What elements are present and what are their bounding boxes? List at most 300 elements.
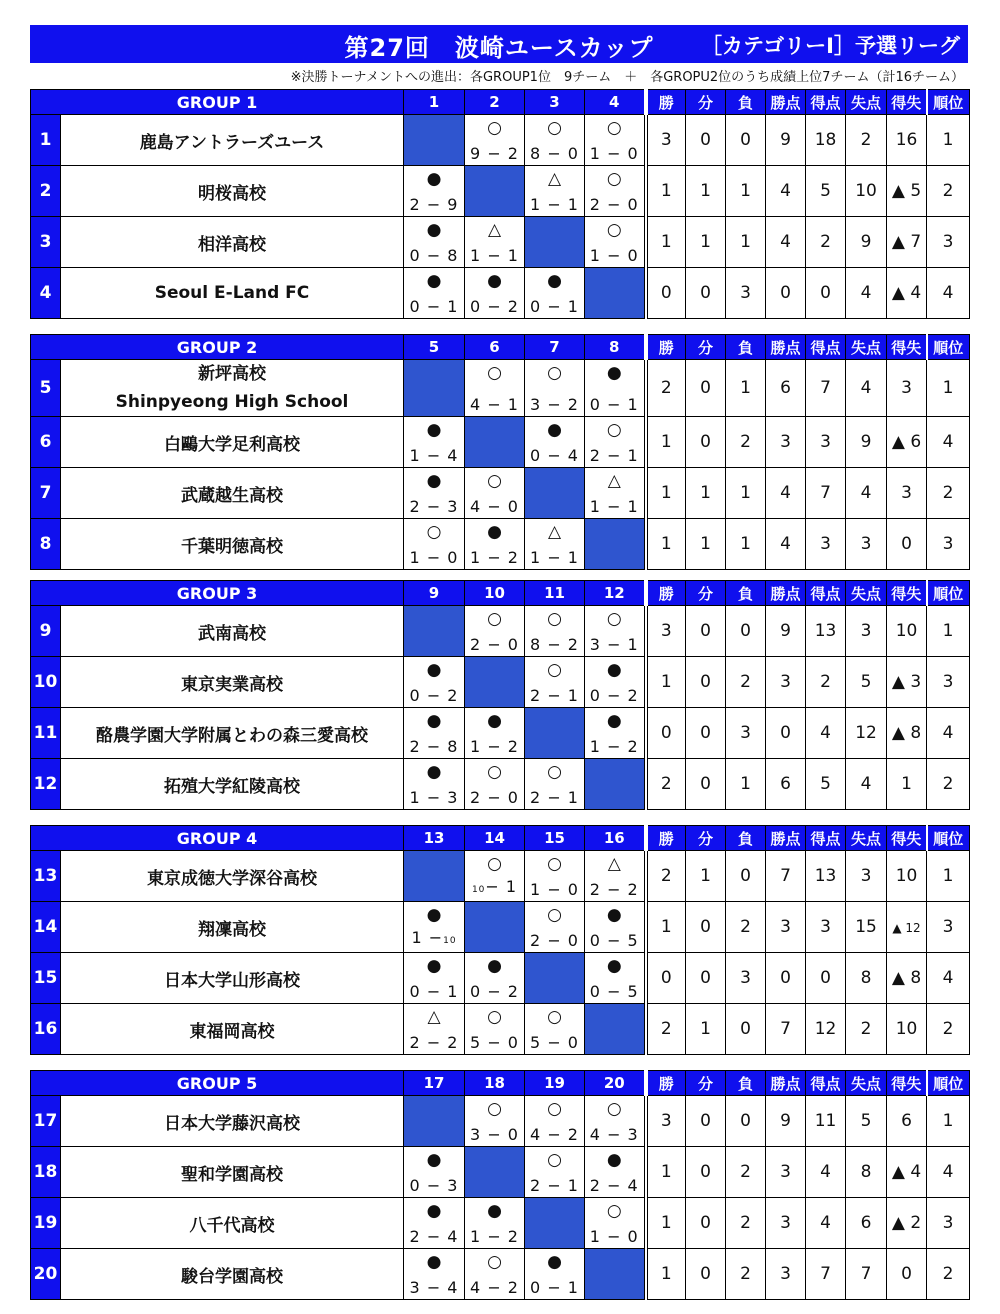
- opponent-number: 7: [525, 335, 585, 360]
- match-score: 1 − 0: [530, 880, 579, 899]
- group-header-row: [31, 335, 970, 360]
- result-mark: ○: [426, 522, 442, 542]
- group-name: GROUP 1: [31, 90, 404, 115]
- stat-d: 0: [686, 360, 726, 417]
- match-score: 2 − 4: [589, 1176, 639, 1195]
- stat-d: 0: [686, 606, 726, 657]
- team-number: 3: [31, 217, 61, 268]
- stat-d: 0: [686, 759, 726, 810]
- match-result: [404, 268, 465, 319]
- stat-w: 2: [646, 851, 686, 902]
- opponent-number: 8: [585, 335, 646, 360]
- self-match-cell: [404, 115, 465, 166]
- opponent-number: 19: [525, 1071, 585, 1096]
- match-score: 0 − 2: [470, 297, 519, 316]
- stat-header-draw: 分: [686, 581, 726, 606]
- team-name: 拓殖大学紅陵高校: [61, 759, 404, 810]
- stat-ga: 9: [846, 217, 887, 268]
- result-mark: ○: [487, 471, 502, 491]
- team-name: 東京成徳大学深谷高校: [61, 851, 404, 902]
- team-row: [31, 708, 970, 759]
- match-result: [585, 1096, 646, 1147]
- stat-ga: 9: [846, 417, 887, 468]
- team-name: 千葉明徳高校: [61, 519, 404, 570]
- stat-rank: 4: [927, 417, 970, 468]
- opponent-number: 12: [585, 581, 646, 606]
- opponent-number: 3: [525, 90, 585, 115]
- result-mark: ○: [547, 1150, 562, 1170]
- stat-w: 1: [646, 1198, 686, 1249]
- stat-w: 1: [646, 1249, 686, 1300]
- opponent-number: 2: [465, 90, 525, 115]
- result-mark: ○: [547, 363, 562, 383]
- stat-rank: 1: [927, 1096, 970, 1147]
- stat-pts: 3: [766, 1249, 806, 1300]
- match-score: 2 − 8: [409, 737, 459, 756]
- team-row: [31, 360, 970, 417]
- stat-gf: 7: [806, 1249, 846, 1300]
- match-score: 2 − 3: [409, 497, 459, 516]
- match-score: 1 − 1: [470, 246, 519, 265]
- stat-rank: 2: [927, 166, 970, 217]
- stat-l: 1: [726, 217, 766, 268]
- result-mark: ○: [606, 1099, 622, 1119]
- result-mark: △: [607, 854, 621, 874]
- match-score: 2 − 1: [530, 686, 579, 705]
- result-mark: ○: [547, 854, 562, 874]
- stat-ga: 5: [846, 657, 887, 708]
- opponent-number: 5: [404, 335, 465, 360]
- stat-header-gf: 得点: [806, 1071, 846, 1096]
- self-match-cell: [404, 851, 465, 902]
- match-result: [465, 708, 525, 759]
- match-result: [525, 417, 585, 468]
- opponent-number: 15: [525, 826, 585, 851]
- stat-header-gd: 得失: [887, 826, 927, 851]
- stat-header-gf: 得点: [806, 90, 846, 115]
- result-mark: ●: [487, 522, 502, 542]
- result-mark: ○: [547, 905, 562, 925]
- result-mark: ○: [547, 1099, 562, 1119]
- match-score: [404, 928, 464, 951]
- team-name: 酪農学園大学附属とわの森三愛高校: [61, 708, 404, 759]
- team-row: [31, 268, 970, 319]
- page-title: 第27回 波崎ユースカップ: [344, 34, 654, 62]
- stat-gd: 6: [887, 1096, 927, 1147]
- result-mark: ○: [487, 609, 502, 629]
- self-match-cell: [585, 268, 646, 319]
- stat-gd: 10: [887, 606, 927, 657]
- stat-gd: 0: [887, 519, 927, 570]
- match-score: 5 − 0: [530, 1033, 579, 1052]
- match-score: 1 − 0: [589, 1227, 639, 1246]
- stat-w: 2: [646, 360, 686, 417]
- stat-gd: ▲ 5: [887, 166, 927, 217]
- stat-pts: 0: [766, 268, 806, 319]
- stat-pts: 3: [766, 1147, 806, 1198]
- team-name: [61, 360, 404, 417]
- stat-ga: 3: [846, 519, 887, 570]
- stat-d: 0: [686, 268, 726, 319]
- match-score: 2 − 0: [530, 931, 579, 950]
- qualification-note: ※決勝トーナメントへの進出：各GROUP1位 9チーム ＋ 各GROPU2位のうち成績上位7チーム（計16チーム）: [290, 70, 964, 85]
- match-score: 3 − 2: [530, 395, 579, 414]
- match-result: [404, 166, 465, 217]
- match-result: [525, 360, 585, 417]
- team-name: 相洋高校: [61, 217, 404, 268]
- stat-ga: 5: [846, 1096, 887, 1147]
- self-match-cell: [465, 1147, 525, 1198]
- stat-l: 3: [726, 708, 766, 759]
- match-result: [525, 851, 585, 902]
- match-score: 0 − 8: [409, 246, 459, 265]
- stat-rank: 1: [927, 606, 970, 657]
- stat-header-gd: 得失: [887, 1071, 927, 1096]
- stat-gf: 4: [806, 708, 846, 759]
- team-number: 6: [31, 417, 61, 468]
- stat-pts: 7: [766, 1004, 806, 1055]
- result-mark: △: [547, 169, 562, 189]
- goal-diff-text: ▲ 12: [892, 921, 921, 935]
- match-result: [404, 953, 465, 1004]
- stat-ga: 6: [846, 1198, 887, 1249]
- stat-l: 0: [726, 1096, 766, 1147]
- stat-pts: 3: [766, 657, 806, 708]
- self-match-cell: [404, 360, 465, 417]
- stat-header-loss: 負: [726, 1071, 766, 1096]
- match-result: [585, 360, 646, 417]
- match-score: 4 − 1: [470, 395, 519, 414]
- match-score: 1 − 3: [409, 788, 459, 807]
- team-number: 11: [31, 708, 61, 759]
- match-result: [404, 468, 465, 519]
- team-name: 駿台学園高校: [61, 1249, 404, 1300]
- stat-header-ga: 失点: [846, 1071, 887, 1096]
- group-name: GROUP 5: [31, 1071, 404, 1096]
- stat-l: 2: [726, 657, 766, 708]
- stat-header-win: 勝: [646, 826, 686, 851]
- stat-rank: 3: [927, 657, 970, 708]
- stat-ga: 7: [846, 1249, 887, 1300]
- team-name: 聖和学園高校: [61, 1147, 404, 1198]
- stat-header-gf: 得点: [806, 826, 846, 851]
- match-score: 4 − 3: [589, 1125, 639, 1144]
- team-name: 白鷗大学足利高校: [61, 417, 404, 468]
- stat-header-points: 勝点: [766, 826, 806, 851]
- match-score: 0 − 3: [409, 1176, 459, 1195]
- result-mark: ●: [606, 905, 622, 925]
- team-row: [31, 166, 970, 217]
- stat-pts: 4: [766, 519, 806, 570]
- self-match-cell: [465, 657, 525, 708]
- stat-rank: 3: [927, 217, 970, 268]
- stat-l: 0: [726, 115, 766, 166]
- stat-w: 0: [646, 708, 686, 759]
- team-number: 17: [31, 1096, 61, 1147]
- match-result: [465, 1249, 525, 1300]
- result-mark: ●: [426, 420, 442, 440]
- stat-rank: 2: [927, 1004, 970, 1055]
- match-score: 1 − 4: [409, 446, 459, 465]
- stat-pts: 9: [766, 606, 806, 657]
- match-score: 1 − 0: [589, 246, 639, 265]
- self-match-cell: [525, 708, 585, 759]
- stat-d: 0: [686, 417, 726, 468]
- score-text: − 1: [485, 877, 518, 896]
- stat-gf: 7: [806, 360, 846, 417]
- match-score: 2 − 1: [530, 788, 579, 807]
- stat-rank: 1: [927, 851, 970, 902]
- team-row: [31, 468, 970, 519]
- self-match-cell: [465, 166, 525, 217]
- stat-header-win: 勝: [646, 1071, 686, 1096]
- result-mark: ○: [547, 1007, 562, 1027]
- result-mark: ●: [606, 660, 622, 680]
- opponent-number: 16: [585, 826, 646, 851]
- match-score: 1 − 1: [530, 195, 579, 214]
- stat-gd: ▲ 8: [887, 953, 927, 1004]
- opponent-number: 6: [465, 335, 525, 360]
- match-score: 1 − 2: [470, 548, 519, 567]
- stat-gf: 3: [806, 902, 846, 953]
- stat-gf: 0: [806, 953, 846, 1004]
- match-result: [585, 851, 646, 902]
- result-mark: ●: [426, 271, 442, 291]
- opponent-number: 9: [404, 581, 465, 606]
- match-result: [585, 1198, 646, 1249]
- stat-d: 1: [686, 851, 726, 902]
- team-name: 日本大学藤沢高校: [61, 1096, 404, 1147]
- opponent-number: 4: [585, 90, 646, 115]
- match-result: [465, 1096, 525, 1147]
- team-number: 1: [31, 115, 61, 166]
- match-score: 1 − 2: [470, 737, 519, 756]
- stat-ga: 2: [846, 1004, 887, 1055]
- self-match-cell: [585, 759, 646, 810]
- stat-gf: 4: [806, 1147, 846, 1198]
- team-number: 18: [31, 1147, 61, 1198]
- team-number: 20: [31, 1249, 61, 1300]
- stat-gf: 3: [806, 519, 846, 570]
- stat-ga: 3: [846, 851, 887, 902]
- result-mark: ○: [487, 1099, 502, 1119]
- team-row: [31, 1249, 970, 1300]
- stat-pts: 9: [766, 115, 806, 166]
- stat-gd: ▲ 4: [887, 268, 927, 319]
- result-mark: ●: [606, 1150, 622, 1170]
- match-score: 0 − 1: [409, 982, 459, 1001]
- group-table: [30, 334, 970, 570]
- team-name: 武南高校: [61, 606, 404, 657]
- stat-l: 3: [726, 953, 766, 1004]
- result-mark: ●: [426, 956, 442, 976]
- stat-rank: 1: [927, 115, 970, 166]
- team-number: 9: [31, 606, 61, 657]
- stat-l: 2: [726, 902, 766, 953]
- result-mark: ○: [606, 609, 622, 629]
- match-result: [525, 1249, 585, 1300]
- score-text: 1 −: [411, 928, 444, 947]
- stat-rank: 4: [927, 1147, 970, 1198]
- stat-rank: 3: [927, 519, 970, 570]
- match-score: 1 − 1: [589, 497, 639, 516]
- result-mark: ○: [547, 762, 562, 782]
- stat-d: 1: [686, 166, 726, 217]
- stat-rank: 2: [927, 468, 970, 519]
- stat-gd: ▲ 3: [887, 657, 927, 708]
- match-score: 8 − 0: [530, 144, 579, 163]
- match-score: 4 − 2: [530, 1125, 579, 1144]
- match-result: [465, 468, 525, 519]
- stat-header-gd: 得失: [887, 90, 927, 115]
- team-row: [31, 657, 970, 708]
- stat-l: 2: [726, 1198, 766, 1249]
- stat-ga: 8: [846, 1147, 887, 1198]
- match-score: 1 − 0: [409, 548, 459, 567]
- match-score: 3 − 4: [409, 1278, 459, 1297]
- team-name: 東福岡高校: [61, 1004, 404, 1055]
- stat-header-rank: 順位: [927, 90, 970, 115]
- match-score: 0 − 2: [409, 686, 459, 705]
- stat-rank: 4: [927, 708, 970, 759]
- opponent-number: 1: [404, 90, 465, 115]
- match-result: [585, 468, 646, 519]
- stat-pts: 3: [766, 417, 806, 468]
- stat-d: 0: [686, 657, 726, 708]
- stat-header-gf: 得点: [806, 335, 846, 360]
- team-row: [31, 1096, 970, 1147]
- self-match-cell: [525, 468, 585, 519]
- stat-rank: 4: [927, 953, 970, 1004]
- team-row: [31, 953, 970, 1004]
- opponent-number: 11: [525, 581, 585, 606]
- stat-gf: 18: [806, 115, 846, 166]
- match-score: 1 − 2: [589, 737, 639, 756]
- team-name: Seoul E-Land FC: [61, 268, 404, 319]
- stat-d: 0: [686, 1096, 726, 1147]
- self-match-cell: [465, 902, 525, 953]
- stat-l: 2: [726, 417, 766, 468]
- match-result: [525, 759, 585, 810]
- stat-gd: 10: [887, 1004, 927, 1055]
- result-mark: ○: [487, 363, 502, 383]
- match-score: 2 − 1: [530, 1176, 579, 1195]
- stat-w: 3: [646, 1096, 686, 1147]
- team-row: [31, 759, 970, 810]
- result-mark: ●: [426, 220, 442, 240]
- self-match-cell: [525, 953, 585, 1004]
- group-header-row: [31, 90, 970, 115]
- match-score: 0 − 1: [589, 395, 639, 414]
- stat-gd: ▲ 6: [887, 417, 927, 468]
- stat-header-gd: 得失: [887, 581, 927, 606]
- stat-d: 0: [686, 953, 726, 1004]
- stat-rank: 3: [927, 1198, 970, 1249]
- result-mark: ●: [606, 363, 622, 383]
- self-match-cell: [525, 1198, 585, 1249]
- match-score: 1 − 0: [589, 144, 639, 163]
- match-result: [465, 115, 525, 166]
- result-mark: ●: [606, 711, 622, 731]
- match-score: 0 − 5: [589, 982, 639, 1001]
- team-number: 2: [31, 166, 61, 217]
- match-result: [525, 519, 585, 570]
- stat-pts: 3: [766, 1198, 806, 1249]
- stat-d: 0: [686, 1249, 726, 1300]
- stat-w: 1: [646, 417, 686, 468]
- stat-w: 3: [646, 606, 686, 657]
- team-number: 13: [31, 851, 61, 902]
- match-result: [585, 217, 646, 268]
- group-name: GROUP 4: [31, 826, 404, 851]
- match-result: [465, 360, 525, 417]
- stat-gd: [887, 902, 927, 953]
- stat-l: 0: [726, 851, 766, 902]
- team-number: 8: [31, 519, 61, 570]
- stat-header-loss: 負: [726, 581, 766, 606]
- stat-d: 0: [686, 1147, 726, 1198]
- match-result: [404, 902, 465, 953]
- stat-ga: 4: [846, 360, 887, 417]
- stat-ga: 8: [846, 953, 887, 1004]
- match-score: 8 − 2: [530, 635, 579, 654]
- stat-gd: 0: [887, 1249, 927, 1300]
- match-score: 2 − 2: [409, 1033, 459, 1052]
- group-table: [30, 825, 970, 1055]
- match-score: 2 − 0: [470, 635, 519, 654]
- stat-gf: 4: [806, 1198, 846, 1249]
- team-number: 16: [31, 1004, 61, 1055]
- stat-w: 2: [646, 759, 686, 810]
- team-name: 八千代高校: [61, 1198, 404, 1249]
- stat-gd: ▲ 7: [887, 217, 927, 268]
- stat-d: 0: [686, 1198, 726, 1249]
- result-mark: ●: [426, 471, 442, 491]
- result-mark: ●: [426, 762, 442, 782]
- result-mark: ○: [606, 169, 622, 189]
- stat-w: 1: [646, 657, 686, 708]
- result-mark: ●: [547, 271, 562, 291]
- stat-gf: 11: [806, 1096, 846, 1147]
- group-header-row: [31, 1071, 970, 1096]
- match-score: 5 − 0: [470, 1033, 519, 1052]
- stat-gf: 2: [806, 217, 846, 268]
- result-mark: △: [607, 471, 621, 491]
- match-result: [585, 417, 646, 468]
- stat-w: 1: [646, 468, 686, 519]
- stat-rank: 2: [927, 759, 970, 810]
- stat-gf: 2: [806, 657, 846, 708]
- result-mark: ○: [487, 854, 502, 874]
- stat-gd: 10: [887, 851, 927, 902]
- stat-pts: 0: [766, 708, 806, 759]
- stat-header-draw: 分: [686, 826, 726, 851]
- team-number: 12: [31, 759, 61, 810]
- self-match-cell: [404, 606, 465, 657]
- stat-pts: 6: [766, 759, 806, 810]
- stat-rank: 1: [927, 360, 970, 417]
- match-result: [465, 953, 525, 1004]
- stat-l: 3: [726, 268, 766, 319]
- stat-l: 1: [726, 468, 766, 519]
- team-name: 東京実業高校: [61, 657, 404, 708]
- match-result: [465, 217, 525, 268]
- stat-gf: 5: [806, 759, 846, 810]
- match-score: 2 − 0: [589, 195, 639, 214]
- team-name: 武蔵越生高校: [61, 468, 404, 519]
- match-result: [404, 1004, 465, 1055]
- self-match-cell: [585, 1249, 646, 1300]
